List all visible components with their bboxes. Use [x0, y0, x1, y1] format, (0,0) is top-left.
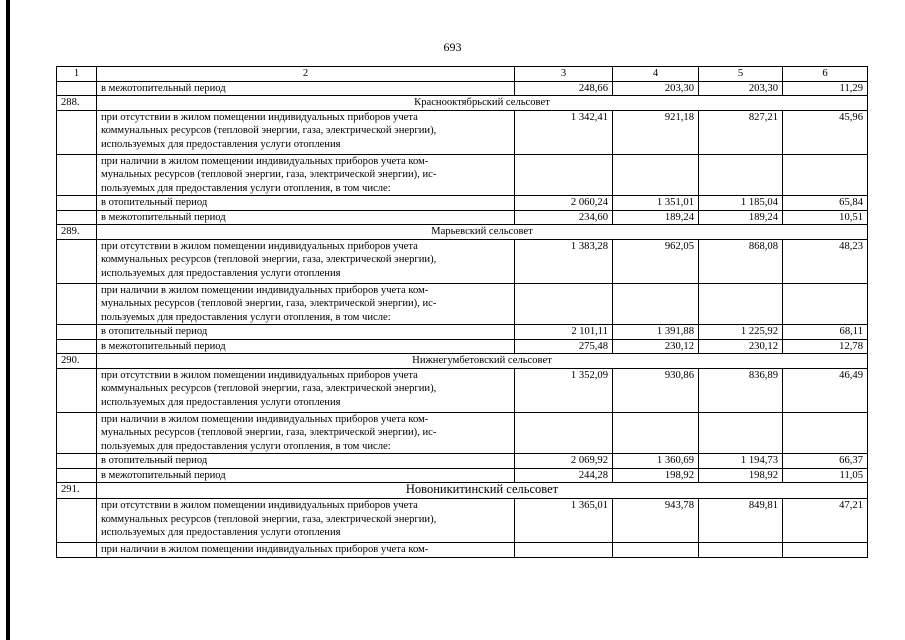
present-meters-row	[57, 412, 868, 454]
absent-meters-row	[57, 499, 868, 543]
description-line: пользуемых для предоставления услуги отопления, в том числе:	[101, 440, 391, 452]
value-cell: 1 391,88	[613, 325, 699, 340]
column-header: 4	[613, 67, 699, 82]
description-line: используемых для предоставления услуги отопления	[101, 138, 341, 150]
value-cell: 943,78	[613, 499, 699, 543]
empty-cell	[699, 412, 783, 454]
page-number: 693	[443, 40, 462, 54]
value-cell: 11,05	[783, 468, 868, 483]
value-cell: 1 342,41	[515, 110, 613, 154]
value-cell: 11,29	[783, 81, 868, 96]
column-header: 2	[97, 67, 515, 82]
absent-meters-row	[57, 239, 868, 283]
section-index: 289.	[57, 225, 97, 240]
tariff-table	[56, 66, 868, 558]
description-line: при наличии в жилом помещении индивидуальных приборов учета ком-	[101, 413, 429, 425]
empty-cell	[613, 283, 699, 325]
value-cell: 45,96	[783, 110, 868, 154]
section-title-row	[57, 354, 868, 369]
description-line: пользуемых для предоставления услуги отопления, в том числе:	[101, 182, 391, 194]
absent-meters-row	[57, 110, 868, 154]
description-line: коммунальных ресурсов (тепловой энергии, газа, электрической энергии),	[101, 254, 437, 265]
present-meters-label	[97, 283, 515, 325]
heating-period-row	[57, 454, 868, 469]
value-cell: 230,12	[699, 339, 783, 354]
empty-cell	[699, 543, 783, 558]
interheating-period-label: в межотопительный период	[97, 468, 515, 483]
value-cell: 921,18	[613, 110, 699, 154]
index-cell	[57, 499, 97, 543]
value-cell: 189,24	[699, 210, 783, 225]
index-cell	[57, 239, 97, 283]
value-cell: 234,60	[515, 210, 613, 225]
header-row	[57, 67, 868, 82]
value-cell: 868,08	[699, 239, 783, 283]
value-cell: 930,86	[613, 368, 699, 412]
heating-period-row	[57, 325, 868, 340]
index-cell	[57, 368, 97, 412]
index-cell	[57, 196, 97, 211]
value-cell: 48,23	[783, 239, 868, 283]
carryover-row	[57, 81, 868, 96]
description-line: пользуемых для предоставления услуги отопления, в том числе:	[101, 311, 391, 323]
value-cell: 1 185,04	[699, 196, 783, 211]
section-index: 288.	[57, 96, 97, 111]
present-meters-row	[57, 283, 868, 325]
empty-cell	[515, 283, 613, 325]
section-title: Новоникитинский сельсовет	[97, 483, 868, 499]
present-meters-row	[57, 154, 868, 196]
value-cell: 66,37	[783, 454, 868, 469]
value-cell: 962,05	[613, 239, 699, 283]
column-header: 5	[699, 67, 783, 82]
empty-cell	[515, 543, 613, 558]
value-cell: 827,21	[699, 110, 783, 154]
section-title: Марьевский сельсовет	[97, 225, 868, 240]
empty-cell	[613, 412, 699, 454]
index-cell	[57, 412, 97, 454]
description-line: при отсутствии в жилом помещении индивидуальных приборов учета	[101, 111, 418, 123]
value-cell: 244,28	[515, 468, 613, 483]
absent-meters-label	[97, 368, 515, 412]
value-cell: 849,81	[699, 499, 783, 543]
value-cell: 10,51	[783, 210, 868, 225]
empty-cell	[783, 543, 868, 558]
section-index: 291.	[57, 483, 97, 499]
index-cell	[57, 543, 97, 558]
value-cell: 2 060,24	[515, 196, 613, 211]
description-line: при отсутствии в жилом помещении индивидуальных приборов учета	[101, 240, 418, 252]
section-title-row	[57, 483, 868, 499]
present-meters-label	[97, 412, 515, 454]
empty-cell	[613, 543, 699, 558]
absent-meters-label	[97, 110, 515, 154]
interheating-period-label: в межотопительный период	[97, 210, 515, 225]
interheating-period-row	[57, 468, 868, 483]
value-cell: 68,11	[783, 325, 868, 340]
section-title-row	[57, 96, 868, 111]
absent-meters-label	[97, 499, 515, 543]
index-cell	[57, 110, 97, 154]
index-cell	[57, 283, 97, 325]
row-label: в межотопительный период	[97, 81, 515, 96]
empty-cell	[783, 154, 868, 196]
interheating-period-row	[57, 210, 868, 225]
section-title: Нижнегумбетовский сельсовет	[97, 354, 868, 369]
description-line: коммунальных ресурсов (тепловой энергии, газа, электрической энергии),	[101, 513, 437, 525]
value-cell: 248,66	[515, 81, 613, 96]
section-title: Краснооктябрьский сельсовет	[97, 96, 868, 111]
index-cell	[57, 468, 97, 483]
absent-meters-row	[57, 368, 868, 412]
index-cell	[57, 81, 97, 96]
value-cell: 198,92	[699, 468, 783, 483]
description-line: мунальных ресурсов (тепловой энергии, газа, электрической энергии), ис-	[101, 169, 437, 180]
index-cell	[57, 454, 97, 469]
value-cell: 1 352,09	[515, 368, 613, 412]
heating-period-label: в отопительный период	[97, 325, 515, 340]
interheating-period-label: в межотопительный период	[97, 339, 515, 354]
description-line: мунальных ресурсов (тепловой энергии, газа, электрической энергии), ис-	[101, 298, 437, 309]
section-index: 290.	[57, 354, 97, 369]
description-line: коммунальных ресурсов (тепловой энергии, газа, электрической энергии),	[101, 383, 437, 394]
value-cell: 46,49	[783, 368, 868, 412]
page-edge-bar	[6, 0, 10, 640]
column-header: 6	[783, 67, 868, 82]
empty-cell	[613, 154, 699, 196]
empty-cell	[515, 412, 613, 454]
value-cell: 275,48	[515, 339, 613, 354]
description-line: при наличии в жилом помещении индивидуальных приборов учета ком-	[101, 544, 429, 555]
description-line: мунальных ресурсов (тепловой энергии, газа, электрической энергии), ис-	[101, 427, 437, 438]
heating-period-row	[57, 196, 868, 211]
present-meters-label	[97, 154, 515, 196]
column-header: 1	[57, 67, 97, 82]
empty-cell	[699, 154, 783, 196]
value-cell: 836,89	[699, 368, 783, 412]
column-header: 3	[515, 67, 613, 82]
value-cell: 198,92	[613, 468, 699, 483]
heating-period-label: в отопительный период	[97, 196, 515, 211]
value-cell: 203,30	[699, 81, 783, 96]
value-cell: 1 351,01	[613, 196, 699, 211]
section-title-row	[57, 225, 868, 240]
empty-cell	[783, 283, 868, 325]
description-line: коммунальных ресурсов (тепловой энергии, газа, электрической энергии),	[101, 125, 437, 136]
empty-cell	[783, 412, 868, 454]
heating-period-label: в отопительный период	[97, 454, 515, 469]
index-cell	[57, 325, 97, 340]
empty-cell	[515, 154, 613, 196]
index-cell	[57, 210, 97, 225]
description-line: используемых для предоставления услуги отопления	[101, 396, 341, 408]
value-cell: 47,21	[783, 499, 868, 543]
value-cell: 2 069,92	[515, 454, 613, 469]
value-cell: 2 101,11	[515, 325, 613, 340]
description-line: при отсутствии в жилом помещении индивидуальных приборов учета	[101, 369, 418, 381]
value-cell: 12,78	[783, 339, 868, 354]
value-cell: 1 360,69	[613, 454, 699, 469]
present-meters-row	[57, 543, 868, 558]
absent-meters-label	[97, 239, 515, 283]
description-line: при наличии в жилом помещении индивидуальных приборов учета ком-	[101, 284, 429, 296]
index-cell	[57, 154, 97, 196]
interheating-period-row	[57, 339, 868, 354]
description-line: при наличии в жилом помещении индивидуальных приборов учета ком-	[101, 155, 429, 167]
description-line: при отсутствии в жилом помещении индивидуальных приборов учета	[101, 500, 418, 511]
present-meters-label	[97, 543, 515, 558]
empty-cell	[699, 283, 783, 325]
value-cell: 1 225,92	[699, 325, 783, 340]
value-cell: 1 383,28	[515, 239, 613, 283]
value-cell: 1 365,01	[515, 499, 613, 543]
value-cell: 65,84	[783, 196, 868, 211]
description-line: используемых для предоставления услуги отопления	[101, 267, 341, 279]
value-cell: 230,12	[613, 339, 699, 354]
value-cell: 203,30	[613, 81, 699, 96]
description-line: используемых для предоставления услуги отопления	[101, 527, 341, 538]
index-cell	[57, 339, 97, 354]
value-cell: 1 194,73	[699, 454, 783, 469]
value-cell: 189,24	[613, 210, 699, 225]
